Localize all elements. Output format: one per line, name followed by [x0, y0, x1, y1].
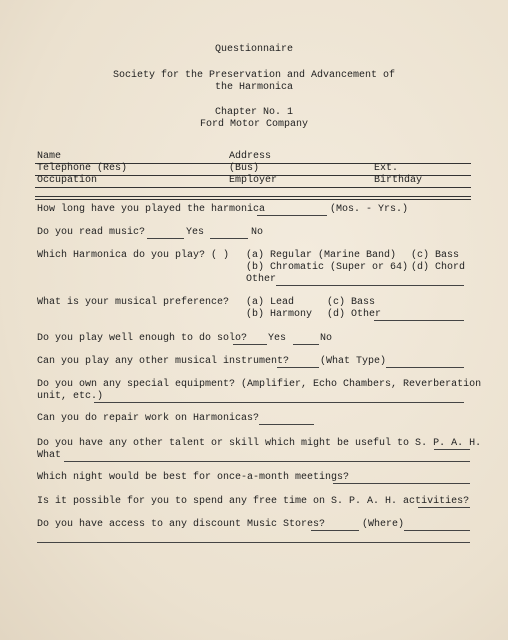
q2-no-label: No [251, 227, 264, 238]
q5-yes-label: Yes [268, 333, 287, 344]
q12-where-field[interactable] [404, 530, 470, 531]
q1-answer-field[interactable] [257, 215, 327, 216]
q10-text: Which night would be best for once-a-month meetings? [37, 472, 350, 483]
q9-text-line2: What [37, 450, 62, 461]
employer-label: Employer [229, 175, 278, 186]
q12-extra-line[interactable] [37, 542, 470, 543]
q1-suffix: (Mos. - Yrs.) [330, 204, 409, 215]
q3-option-c: (c) Bass [411, 250, 460, 261]
q7-text-line1: Do you own any special equipment? (Amplifier, Echo Chambers, Reverberation [37, 379, 482, 390]
q8-answer-field[interactable] [259, 424, 314, 425]
company-label: Ford Motor Company [199, 119, 309, 130]
q3-other-field[interactable] [276, 285, 464, 286]
address-label: Address [229, 151, 272, 162]
q12-suffix: (Where) [362, 519, 405, 530]
telephone-label: Telephone (Res) [37, 163, 128, 174]
occupation-label: Occupation [37, 175, 98, 186]
q10-answer-field[interactable] [333, 483, 470, 484]
q5-text: Do you play well enough to do solo? [37, 333, 248, 344]
q6-answer-field[interactable] [277, 367, 319, 368]
q6-suffix: (What Type) [320, 356, 387, 367]
q4-option-b: (b) Harmony [246, 309, 313, 320]
q4-other-field[interactable] [374, 320, 464, 321]
q3-option-b: (b) Chromatic (Super or 64) [246, 262, 409, 273]
q6-text: Can you play any other musical instrument? [37, 356, 290, 367]
q4-option-c: (c) Bass [327, 297, 376, 308]
q3-option-a: (a) Regular (Marine Band) [246, 250, 397, 261]
q1-text: How long have you played the harmonica [37, 204, 266, 215]
q4-text: What is your musical preference? [37, 297, 230, 308]
separator-line-2 [35, 199, 471, 200]
q5-no-label: No [320, 333, 333, 344]
separator-line-1 [35, 196, 471, 197]
q11-text: Is it possible for you to spend any free time on S. P. A. H. activities? [37, 496, 470, 507]
q9-answer-field-2[interactable] [64, 461, 470, 462]
occupation-row-line [35, 187, 471, 188]
q7-text-line2: unit, etc.) [37, 391, 104, 402]
q3-other-label: Other [246, 274, 277, 285]
q2-yes-field[interactable] [147, 238, 184, 239]
q12-answer-field[interactable] [311, 530, 359, 531]
q4-option-a: (a) Lead [246, 297, 295, 308]
q5-no-field[interactable] [293, 344, 319, 345]
q11-answer-field[interactable] [418, 507, 470, 508]
q8-text: Can you do repair work on Harmonicas? [37, 413, 260, 424]
form-title: Questionnaire [214, 44, 293, 55]
chapter-label: Chapter No. 1 [214, 107, 293, 118]
bus-label: (Bus) [229, 163, 260, 174]
org-name-line2: the Harmonica [214, 82, 293, 93]
org-name-line1: Society for the Preservation and Advancement of [112, 70, 396, 81]
q6-type-field[interactable] [386, 367, 464, 368]
q2-no-field[interactable] [210, 238, 248, 239]
q12-text: Do you have access to any discount Music Stores? [37, 519, 326, 530]
q3-option-d: (d) Chord [411, 262, 466, 273]
q9-text-line1: Do you have any other talent or skill which might be useful to S. P. A. H. [37, 438, 482, 449]
name-label: Name [37, 151, 62, 162]
q7-answer-field[interactable] [94, 402, 464, 403]
q4-option-d: (d) Other [327, 309, 382, 320]
birthday-label: Birthday [374, 175, 423, 186]
q2-yes-label: Yes [186, 227, 205, 238]
ext-label: Ext. [374, 163, 399, 174]
q2-text: Do you read music? [37, 227, 146, 238]
q9-answer-field-1[interactable] [434, 449, 470, 450]
q5-yes-field[interactable] [233, 344, 267, 345]
q3-text: Which Harmonica do you play? ( ) [37, 250, 230, 261]
